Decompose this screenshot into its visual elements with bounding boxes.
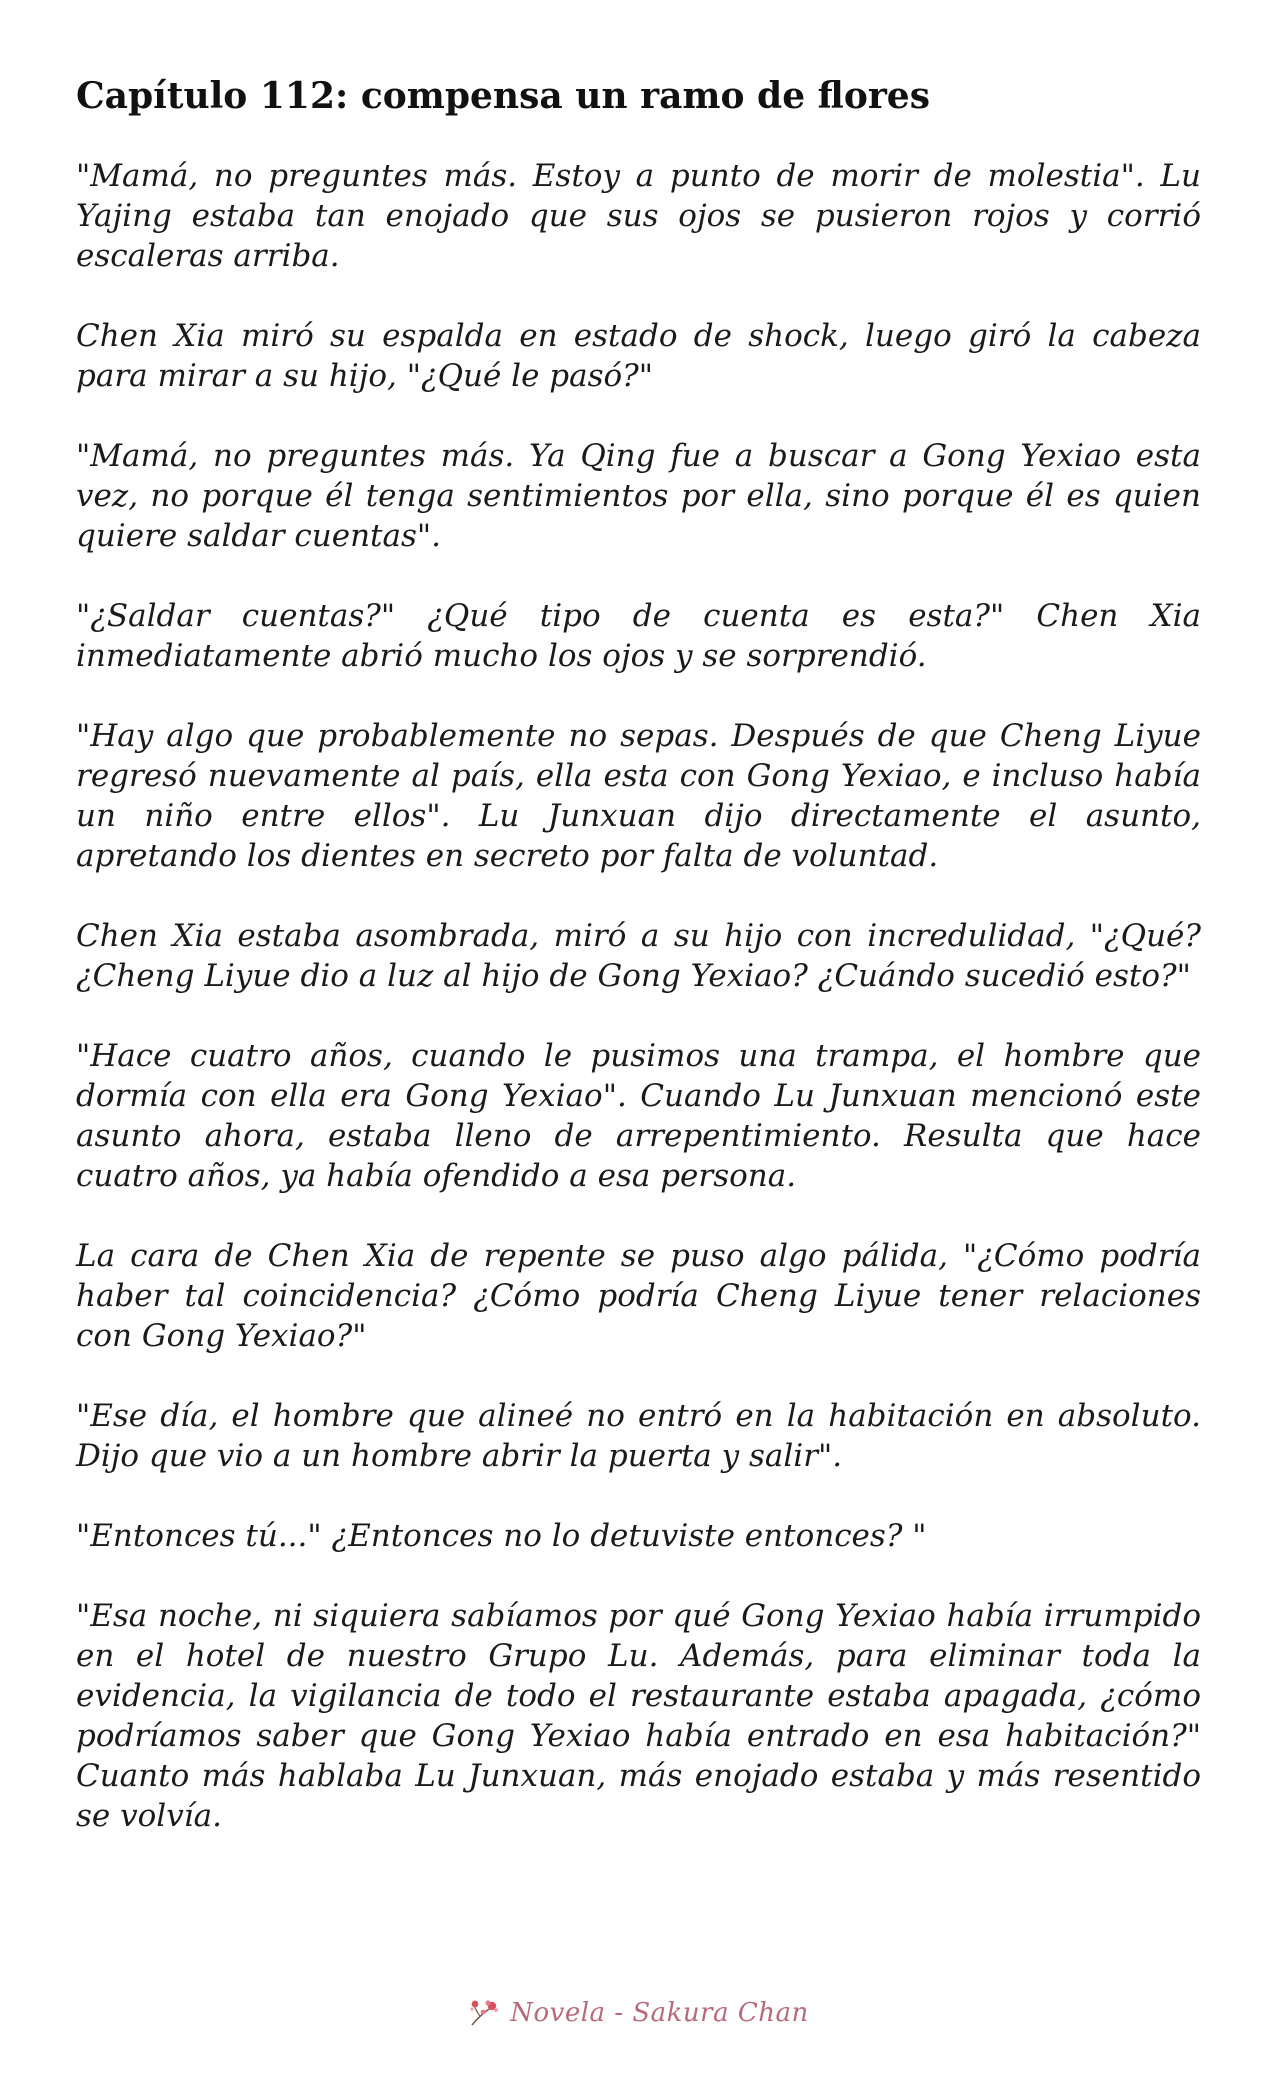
paragraph: "Mamá, no preguntes más. Ya Qing fue a buscar a Gong Yexiao esta vez, no porque él tenga sentimientos por ella, sino porque él es quien quiere saldar cuentas". — [76, 438, 1201, 554]
paragraph: "Mamá, no preguntes más. Estoy a punto de morir de molestia". Lu Yajing estaba tan enojado que sus ojos se pusieron rojos y corrió escaleras arriba. — [76, 158, 1201, 274]
paragraph: "Ese día, el hombre que alineé no entró en la habitación en absoluto. Dijo que vio a un hombre abrir la puerta y salir". — [76, 1398, 1201, 1474]
paragraph: La cara de Chen Xia de repente se puso algo pálida, "¿Cómo podría haber tal coincidencia? ¿Cómo podría Cheng Liyue tener relaciones con Gong Yexiao?" — [76, 1238, 1201, 1354]
chapter-title: Capítulo 112: compensa un ramo de flores — [76, 75, 930, 117]
paragraph: "Hace cuatro años, cuando le pusimos una trampa, el hombre que dormía con ella era Gong Yexiao". Cuando Lu Junxuan mencionó este asunto ahora, estaba lleno de arrepentimiento. Resulta que hace cuatro años, ya había ofendido a esa persona. — [76, 1038, 1201, 1194]
paragraph: Chen Xia miró su espalda en estado de shock, luego giró la cabeza para mirar a su hijo, "¿Qué le pasó?" — [76, 318, 1201, 394]
paragraph: "Hay algo que probablemente no sepas. Después de que Cheng Liyue regresó nuevamente al país, ella esta con Gong Yexiao, e incluso había un niño entre ellos". Lu Junxuan dijo directamente el asunto, apretando los dientes en secreto por falta de voluntad. — [76, 718, 1201, 874]
paragraph: "Entonces tú..." ¿Entonces no lo detuviste entonces? " — [76, 1518, 927, 1554]
cherry-blossom-icon — [466, 1995, 502, 2031]
watermark-group — [466, 1995, 809, 2031]
paragraph: "¿Saldar cuentas?" ¿Qué tipo de cuenta es esta?" Chen Xia inmediatamente abrió mucho los ojos y se sorprendió. — [76, 598, 1201, 674]
document-page — [76, 70, 1201, 1876]
paragraph: Chen Xia estaba asombrada, miró a su hijo con incredulidad, "¿Qué? ¿Cheng Liyue dio a luz al hijo de Gong Yexiao? ¿Cuándo sucedió esto?" — [76, 918, 1201, 994]
watermark-text: Novela - Sakura Chan — [510, 1998, 809, 2028]
paragraph: "Esa noche, ni siquiera sabíamos por qué Gong Yexiao había irrumpido en el hotel de nuestro Grupo Lu. Además, para eliminar toda la evidencia, la vigilancia de todo el restaurante estaba apagada, ¿cómo podríamos saber que Gong Yexiao había entrado en esa habitación?" Cuanto más hablaba Lu Junxuan, más enojado estaba y más resentido se volvía. — [76, 1598, 1201, 1834]
footer-watermark — [0, 1988, 1275, 2038]
